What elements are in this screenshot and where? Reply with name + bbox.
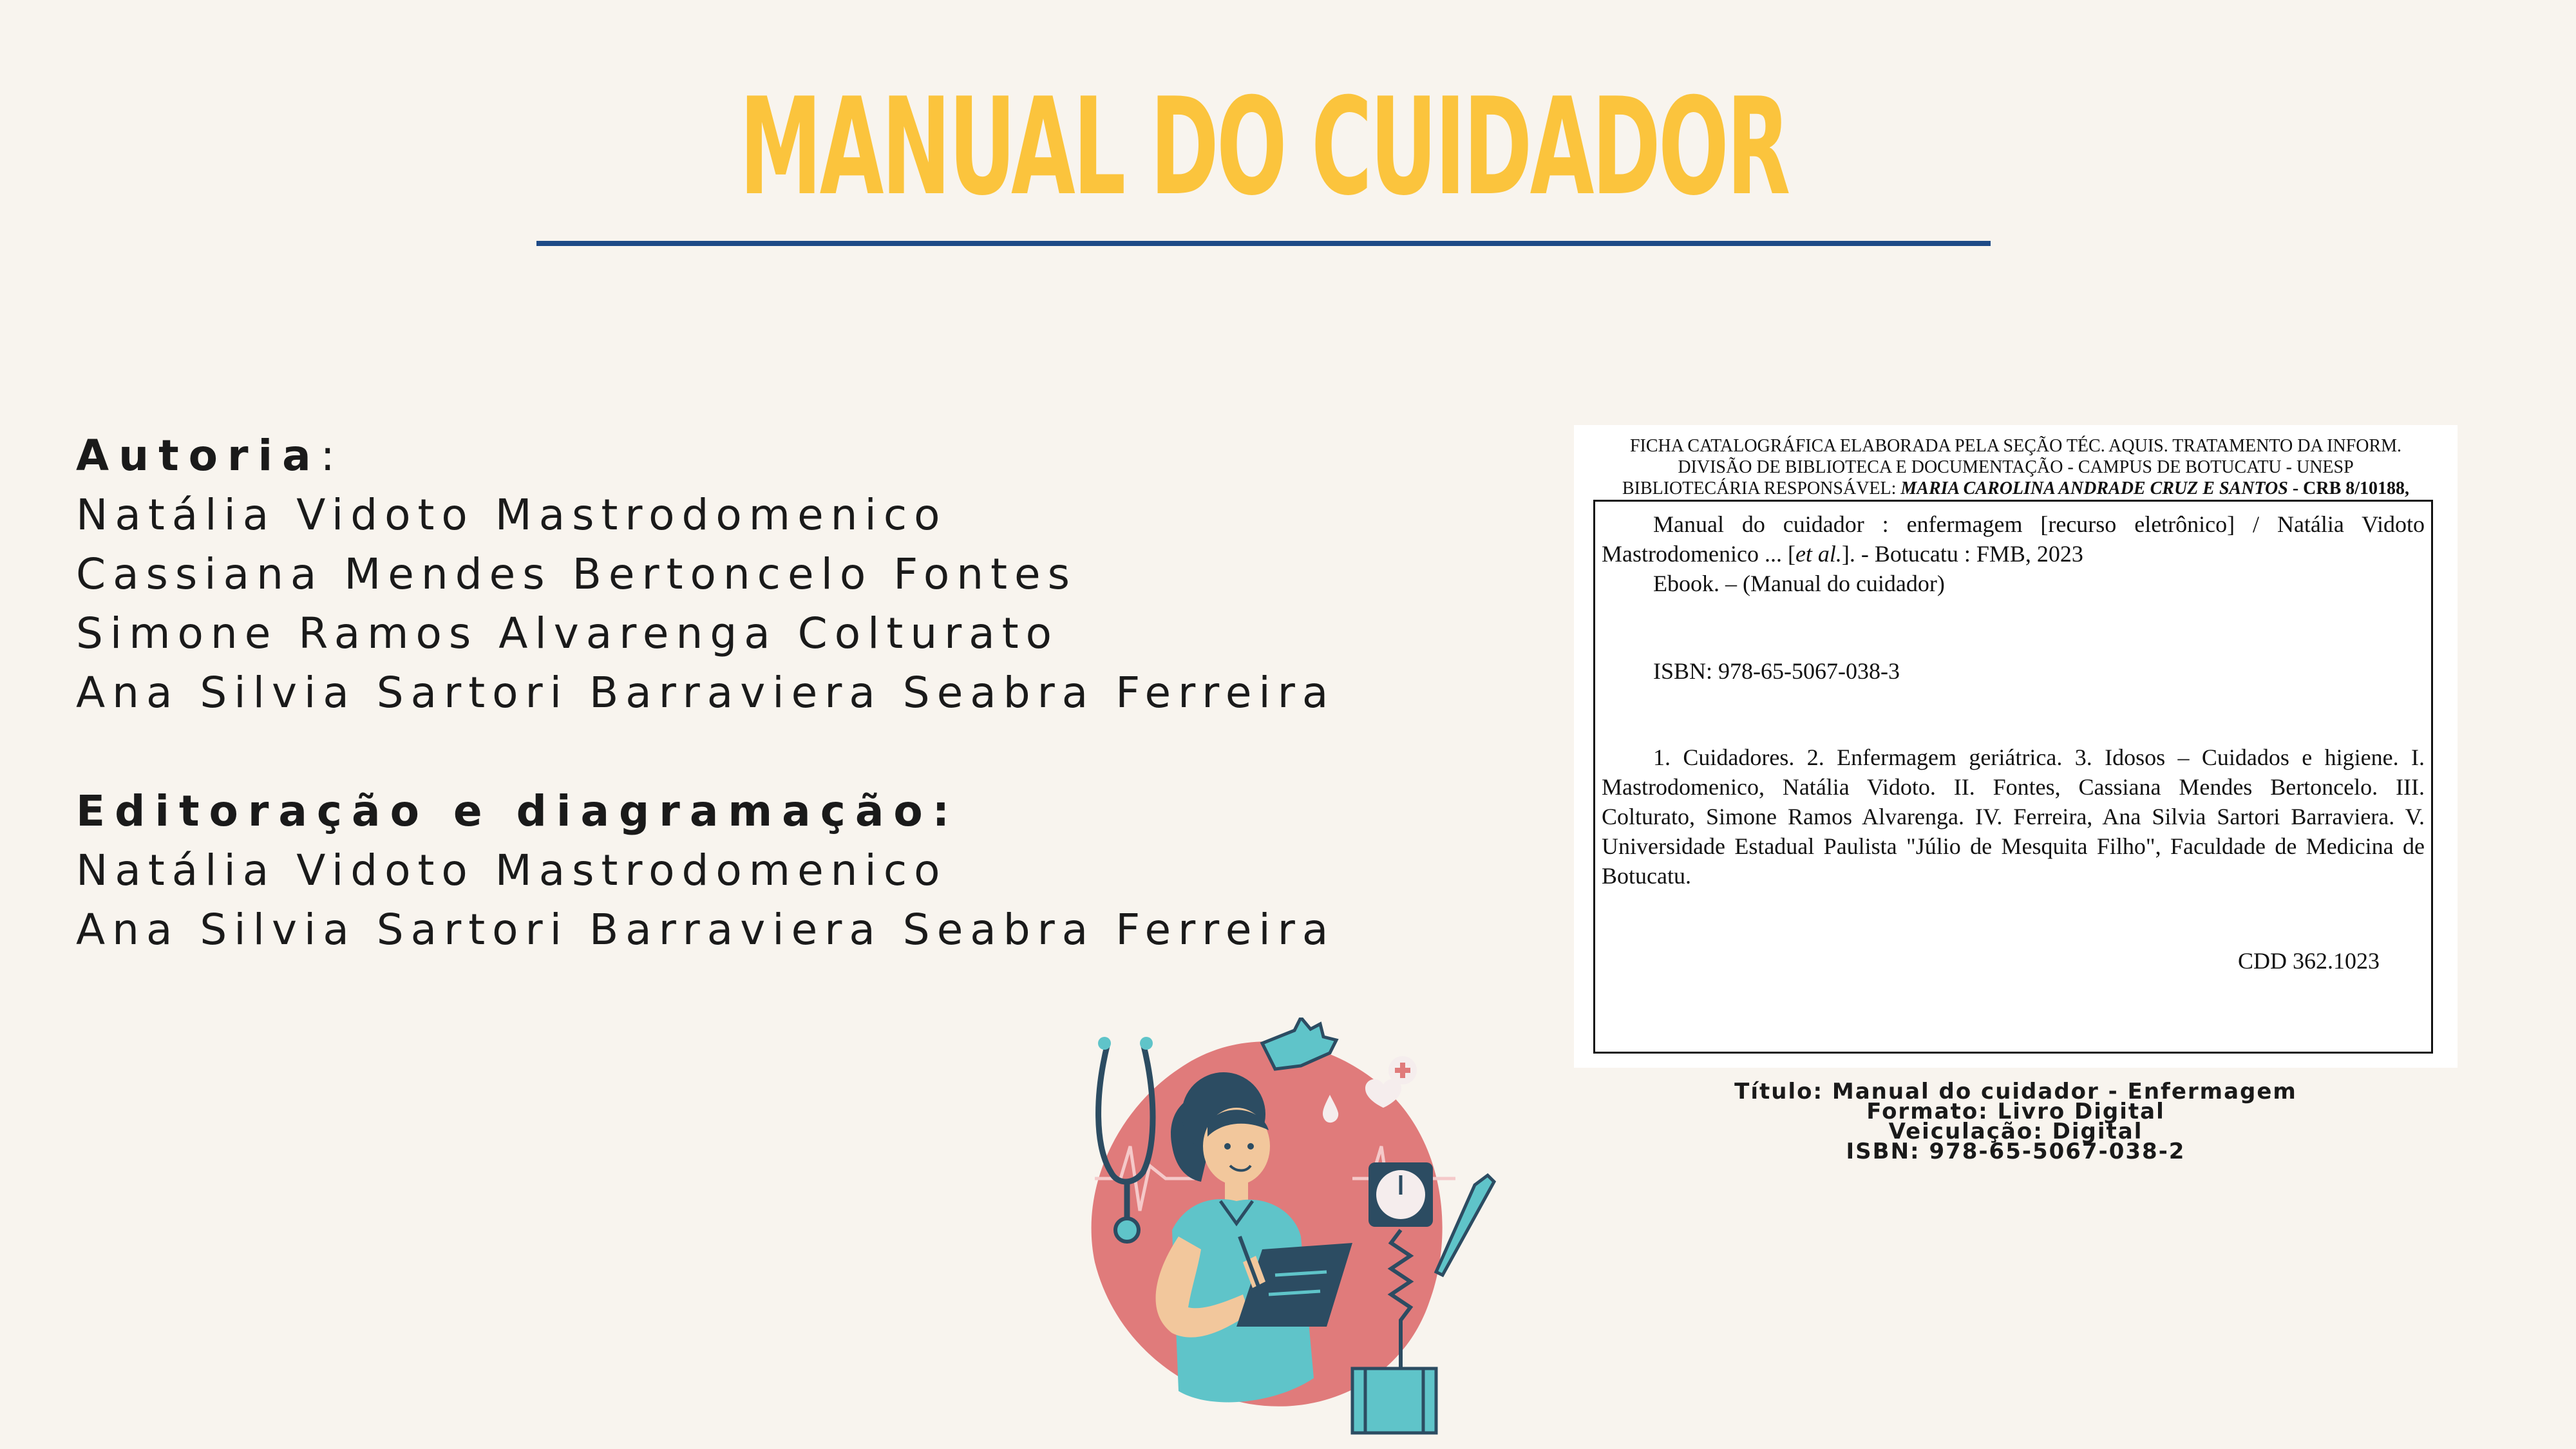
entry-text-end: ]. - Botucatu : FMB, 2023 — [1841, 541, 2083, 567]
thermometer-icon — [1436, 1175, 1494, 1275]
author-name: Simone Ramos Alvarenga Colturato — [76, 609, 1059, 658]
catalog-librarian-line — [1574, 478, 2458, 499]
author-name: Cassiana Mendes Bertoncelo Fontes — [76, 549, 1077, 599]
autoria-label: Autoria — [76, 431, 321, 480]
entry-etal: et al. — [1795, 541, 1842, 567]
publication-metadata — [1574, 1079, 2458, 1164]
page-title: MANUAL DO CUIDADOR — [739, 70, 1788, 225]
autoria-heading — [76, 426, 1335, 486]
catalog-isbn: ISBN: 978-65-5067-038-3 — [1653, 658, 1900, 684]
librarian-name: MARIA CAROLINA ANDRADE CRUZ E SANTOS — [1900, 478, 2288, 498]
meta-veiculacao: Veiculação: Digital — [1888, 1119, 2143, 1144]
meta-isbn: ISBN: 978-65-5067-038-2 — [1846, 1139, 2186, 1164]
catalog-entry — [1602, 509, 2425, 569]
catalog-subjects: 1. Cuidadores. 2. Enfermagem geriátrica. 3. Idosos – Cuidados e higiene. I. Mastrodomenico, Natália Vidoto. II. Fontes, Cassiana Mendes Bertoncelo. III. Colturato, Simone Ramos Alvarenga. IV. Ferreira, Ana Silvia Sartori Barraviera. V. Universidade Estadual Paulista "Júlio de Mesquita Filho", Faculdade de Medicina de Botucatu. — [1602, 744, 2425, 889]
nurse-illustration-icon — [1082, 1018, 1507, 1443]
entry-text: Manual do cuidador : enfermagem [recurso eletrônico] / Natália Vidoto Mastrodomenico ... [ — [1602, 511, 2425, 567]
catalog-card — [1574, 425, 2458, 1068]
autoria-colon: : — [320, 431, 342, 480]
editor-name: Ana Silvia Sartori Barraviera Seabra Ferreira — [76, 905, 1336, 954]
catalog-series: Ebook. – (Manual do cuidador) — [1653, 571, 1945, 596]
librarian-crb: - CRB 8/10188, — [2287, 478, 2410, 498]
librarian-prefix: BIBLIOTECÁRIA RESPONSÁVEL: — [1622, 478, 1901, 498]
author-name: Ana Silvia Sartori Barraviera Seabra Ferreira — [76, 668, 1336, 717]
meta-formato: Formato: Livro Digital — [1866, 1099, 2165, 1124]
title-underline — [536, 241, 1991, 246]
author-name: Natália Vidoto Mastrodomenico — [76, 490, 947, 540]
editor-name: Natália Vidoto Mastrodomenico — [76, 846, 947, 895]
credits-block — [76, 426, 1335, 960]
catalog-header-line: FICHA CATALOGRÁFICA ELABORADA PELA SEÇÃO TÉC. AQUIS. TRATAMENTO DA INFORM. — [1629, 436, 2402, 456]
catalog-entry-box — [1593, 500, 2433, 1054]
catalog-header-line: DIVISÃO DE BIBLIOTECA E DOCUMENTAÇÃO - CAMPUS DE BOTUCATU - UNESP — [1678, 457, 2354, 477]
catalog-cdd: CDD 362.1023 — [2237, 948, 2380, 974]
spacer — [76, 723, 1335, 782]
catalog-card-header — [1574, 435, 2458, 499]
meta-titulo: Título: Manual do cuidador - Enfermagem — [1734, 1079, 2297, 1104]
editoracao-heading: Editoração e diagramação: — [76, 786, 960, 836]
